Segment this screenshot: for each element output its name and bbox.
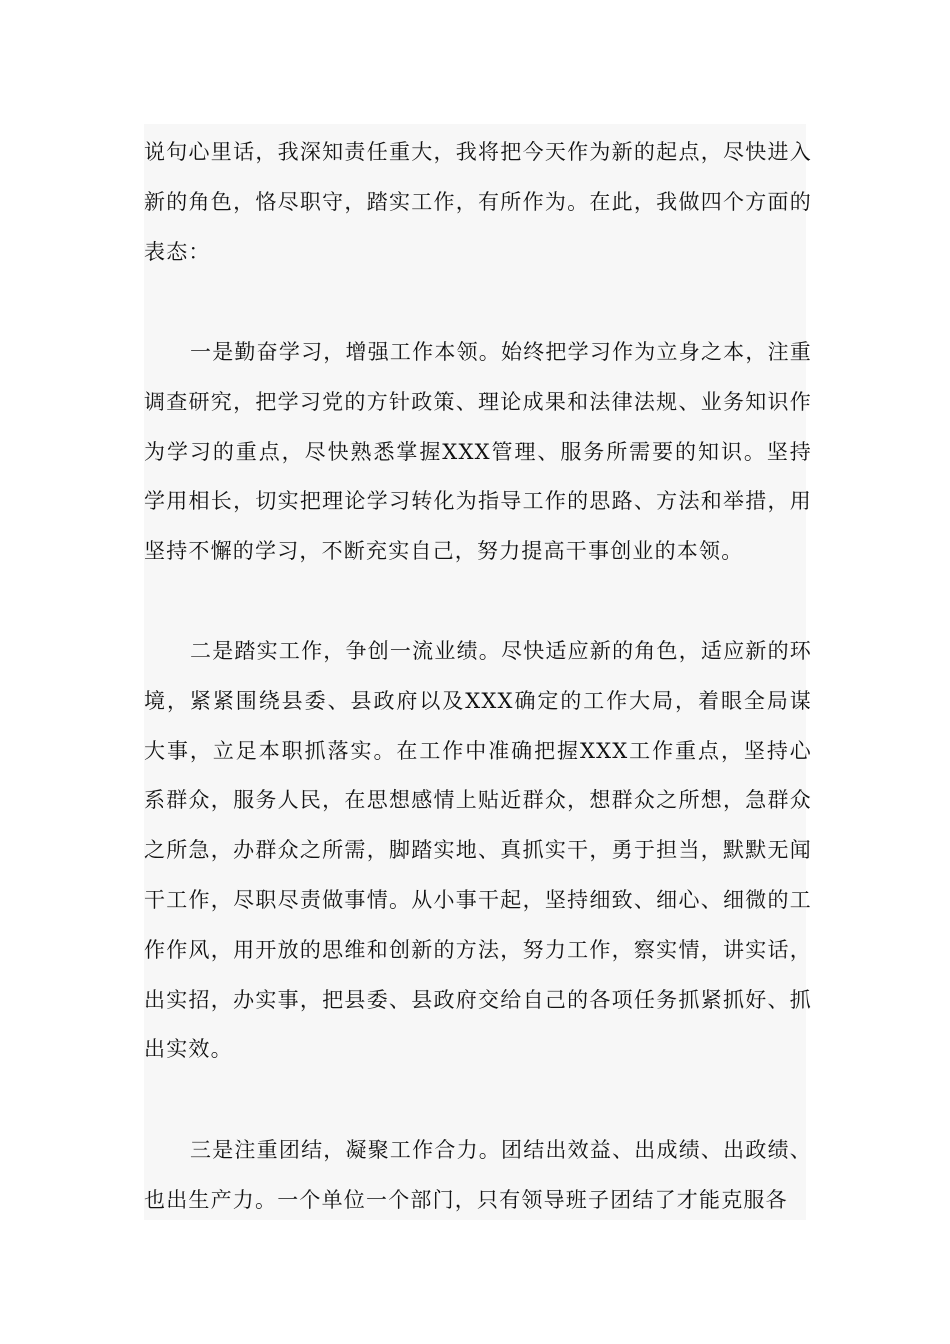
paragraph-intro: 说句心里话，我深知责任重大，我将把今天作为新的起点，尽快进入新的角色，恪尽职守，踏实工作，有所作为。在此，我做四个方面的表态： (144, 140, 812, 264)
paragraph-point-three: 三是注重团结，凝聚工作合力。团结出效益、出成绩、出政绩、也出生产力。一个单位一个部门，只有领导班子团结了才能克服各 (144, 1138, 812, 1212)
paragraph-point-one: 一是勤奋学习，增强工作本领。始终把学习作为立身之本，注重调查研究，把学习党的方针政策、理论成果和法律法规、业务知识作为学习的重点，尽快熟悉掌握XXX管理、服务所需要的知识。坚持学用相长，切实把理论学习转化为指导工作的思路、方法和举措，用坚持不懈的学习，不断充实自己，努力提高干事创业的本领。 (144, 340, 812, 564)
document-body (144, 124, 812, 1220)
paragraph-point-two: 二是踏实工作，争创一流业绩。尽快适应新的角色，适应新的环境，紧紧围绕县委、县政府以及XXX确定的工作大局，着眼全局谋大事，立足本职抓落实。在工作中准确把握XXX工作重点，坚持心系群众，服务人民，在思想感情上贴近群众，想群众之所想，急群众之所急，办群众之所需，脚踏实地、真抓实干，勇于担当，默默无闻干工作，尽职尽责做事情。从小事干起，坚持细致、细心、细微的工作作风，用开放的思维和创新的方法，努力工作，察实情，讲实话，出实招，办实事，把县委、县政府交给自己的各项任务抓紧抓好、抓出实效。 (144, 639, 812, 1062)
